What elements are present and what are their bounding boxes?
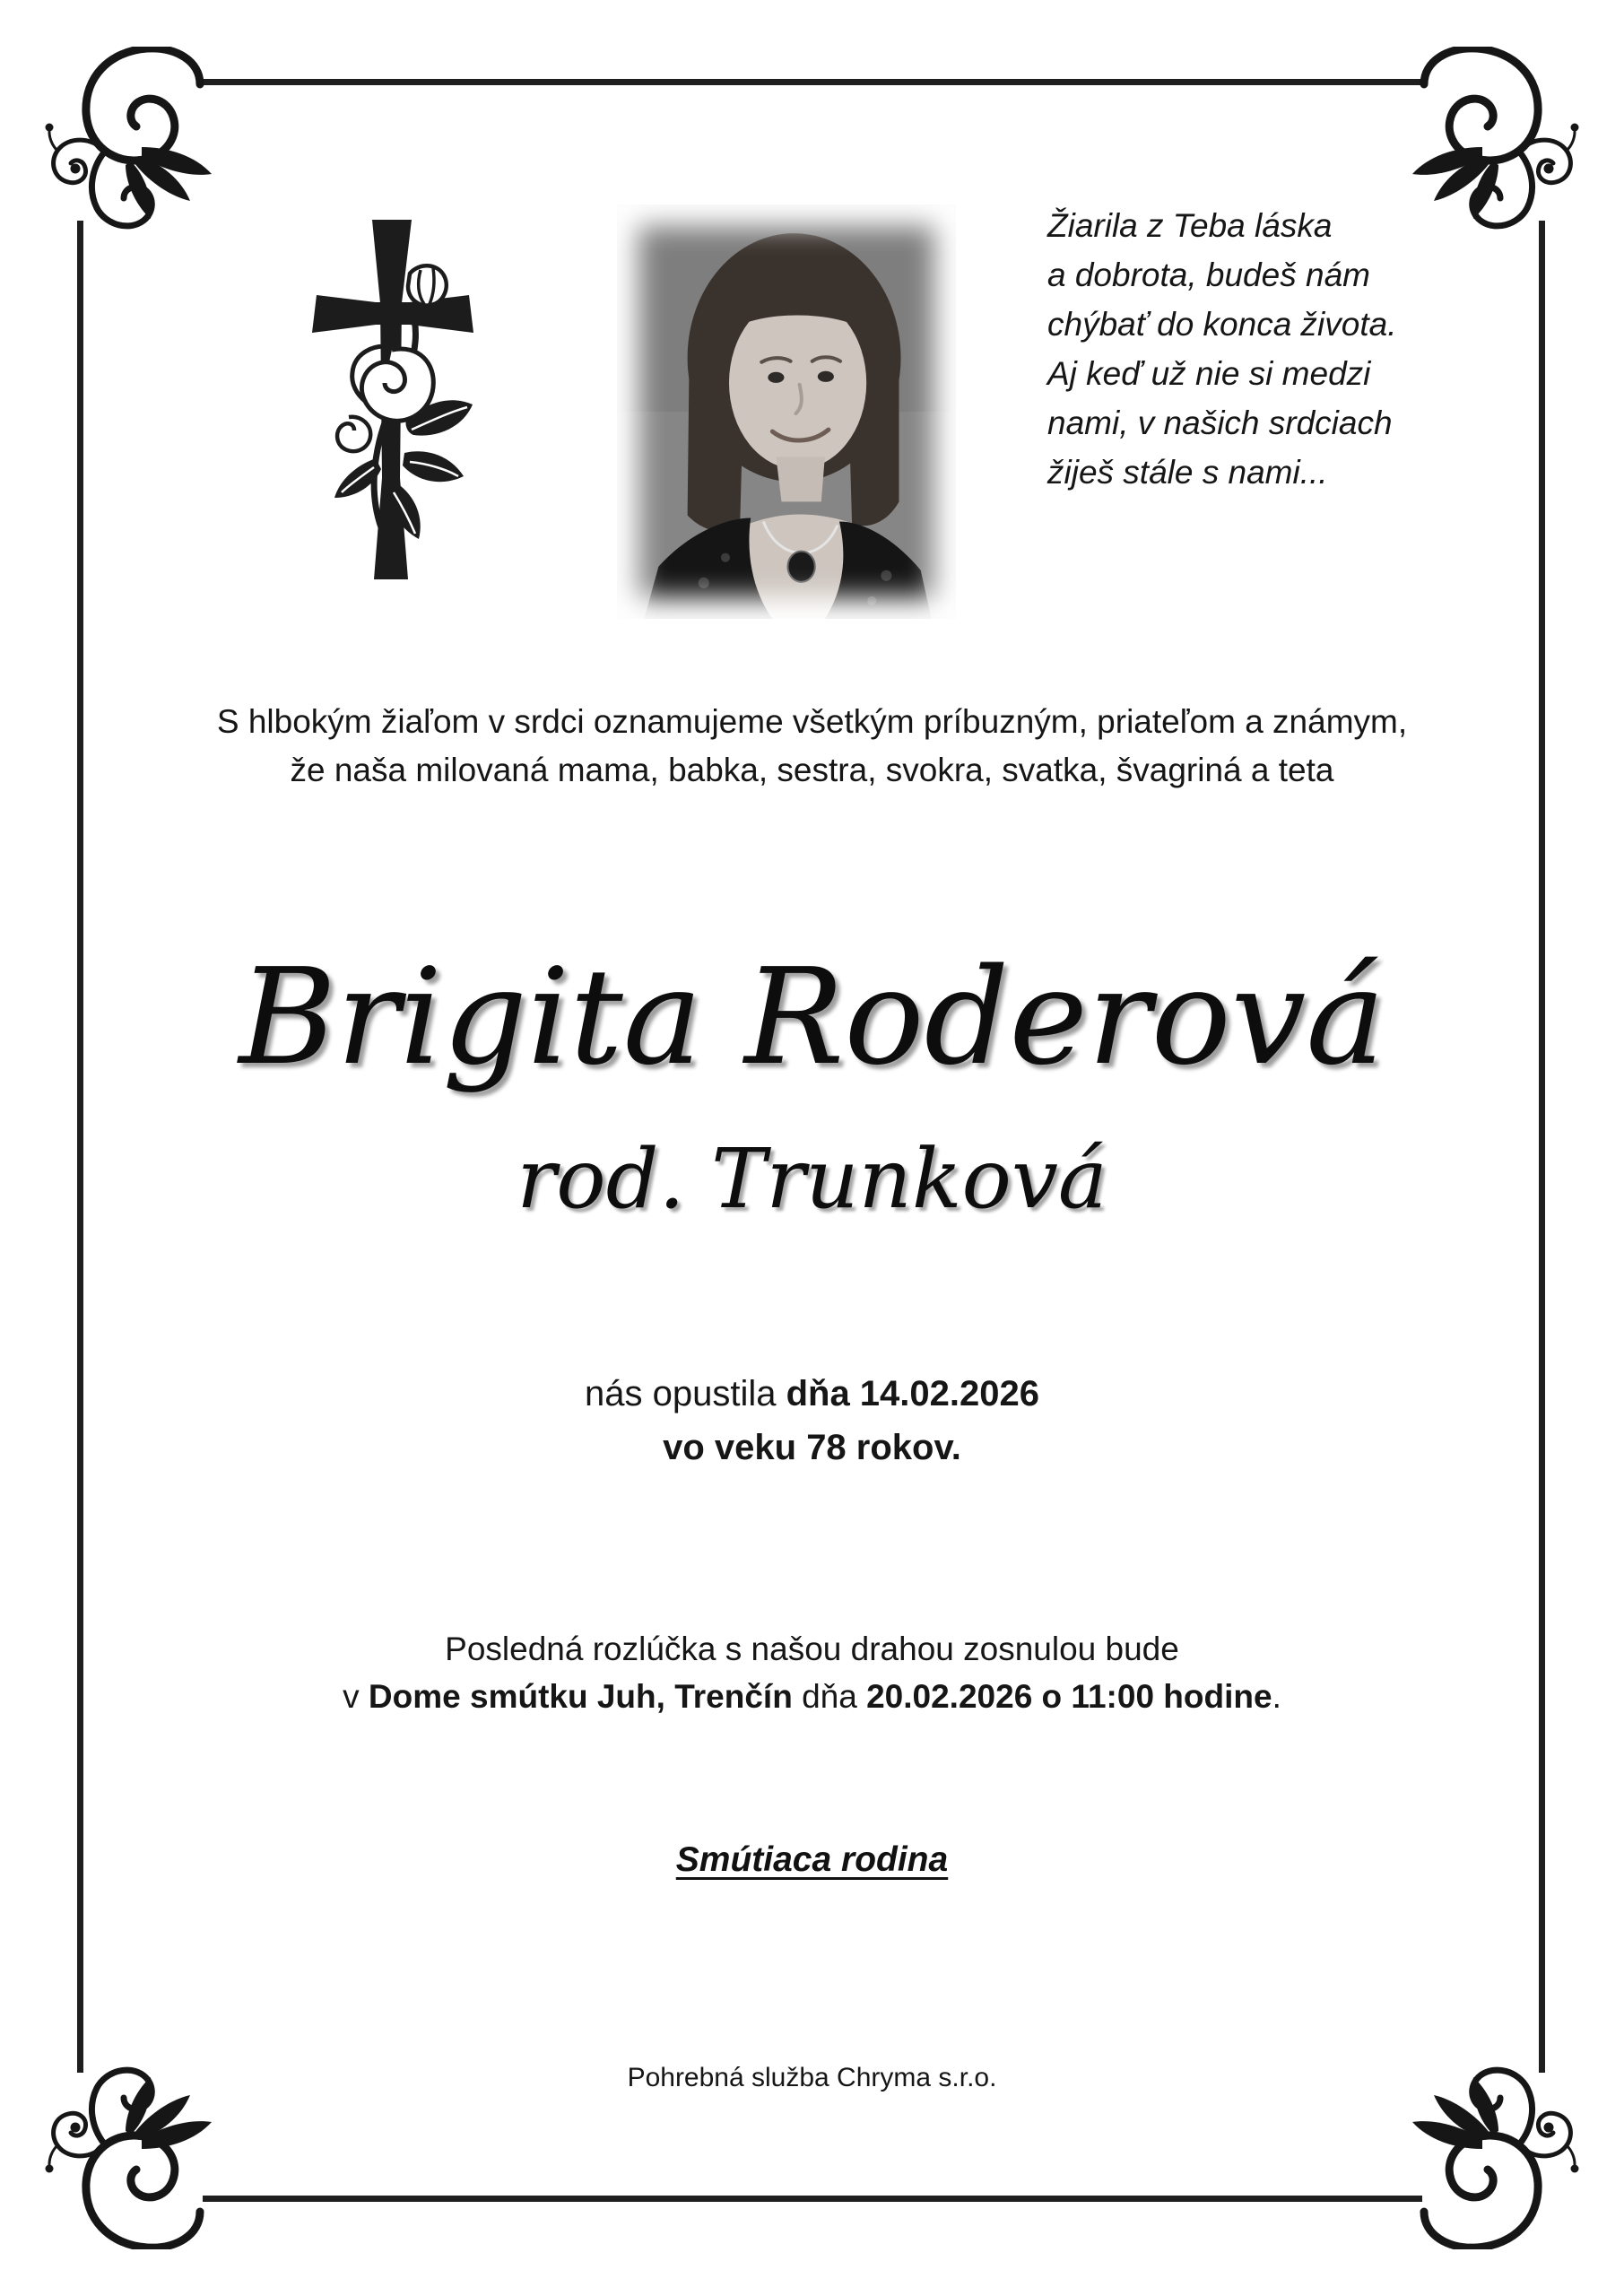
announcement-line: že naša milovaná mama, babka, sestra, svokra, svatka, švagriná a teta: [290, 752, 1334, 788]
mourning-family-signature: Smútiaca rodina: [675, 1840, 949, 1879]
funeral-suffix: .: [1272, 1678, 1281, 1715]
funeral-line-1: Posledná rozlúčka s našou drahou zosnulou bude: [445, 1631, 1179, 1667]
frame-border-bottom: [203, 2196, 1422, 2202]
funeral-prefix: v: [343, 1678, 369, 1715]
announcement-line: S hlbokým žiaľom v srdci oznamujeme všetkým príbuzným, priateľom a známym,: [216, 703, 1408, 740]
funeral-datetime: 20.02.2026 o 11:00 hodine: [866, 1678, 1272, 1715]
cross-with-roses-icon: [309, 218, 475, 581]
poem-line: žiješ stále s nami...: [1047, 454, 1328, 491]
poem-line: a dobrota, budeš nám: [1047, 257, 1370, 293]
death-age-line: [0, 1421, 1624, 1474]
death-info: [0, 1367, 1624, 1474]
funeral-line-2: [0, 1673, 1624, 1720]
funeral-info: [0, 1625, 1624, 1720]
portrait-photo: [617, 204, 956, 619]
corner-flourish-icon: [1400, 2025, 1579, 2249]
funeral-place: Dome smútku Juh, Trenčín: [368, 1678, 793, 1715]
death-date-line: [0, 1367, 1624, 1421]
corner-flourish-icon: [45, 47, 224, 271]
black-and-white-portrait: [617, 204, 956, 619]
memorial-poem: [1047, 201, 1397, 497]
deceased-name: Brigita Roderová: [239, 940, 1385, 1094]
death-age: vo veku 78 rokov.: [663, 1428, 961, 1467]
frame-border-top: [203, 79, 1422, 85]
poem-line: Žiarila z Teba láska: [1047, 207, 1333, 244]
funeral-service-footer: Pohrebná služba Chryma s.r.o.: [627, 2063, 997, 2092]
corner-flourish-icon: [1400, 47, 1579, 271]
funeral-mid: dňa: [792, 1678, 867, 1715]
corner-flourish-icon: [45, 2025, 224, 2249]
death-date-prefix: nás opustila: [584, 1374, 786, 1413]
poem-line: nami, v našich srdciach: [1047, 404, 1393, 441]
poem-line: Aj keď už nie si medzi: [1047, 355, 1371, 392]
death-date: dňa 14.02.2026: [786, 1374, 1039, 1413]
deceased-maiden-name: rod. Trunková: [517, 1131, 1107, 1227]
poem-line: chýbať do konca života.: [1047, 306, 1397, 343]
announcement-text: [0, 698, 1624, 795]
